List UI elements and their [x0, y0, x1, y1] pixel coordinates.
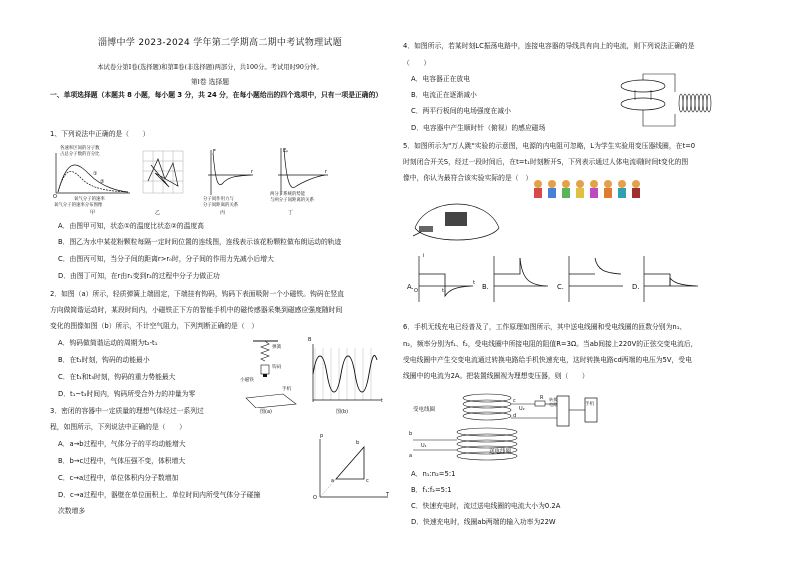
q2-axis-b: B [308, 337, 312, 343]
q4-paren: （ ） [403, 59, 431, 67]
q2-cap-b: 图(b) [336, 409, 349, 415]
svg-text:Eₚ: Eₚ [283, 148, 289, 154]
q6-option-c: C．快速充电时，流过送电线圈的电流大小为0.2A [411, 502, 561, 510]
q6-option-b: B．f₁:f₂=5:1 [411, 486, 452, 494]
q3-axis-T: T [386, 492, 390, 498]
jia-caption-2: 氧气分子的速率分布图像 [54, 203, 103, 208]
q2-option-a: A．钩码做简谐运动的周期为t₂-t₁ [58, 339, 158, 347]
exam-title: 淄博中学 2023-2024 学年第二学期高二期中考试物理试题 [97, 38, 343, 48]
q6-conv-label: 转换电路 [549, 397, 558, 407]
yi-sub: 乙 [155, 210, 161, 216]
q6-option-d: D．快速充电时，线圈ab两端的输入功率为22W [411, 518, 556, 526]
q5-stem-2: 时刻闭合开关S，经过一段时间后，在t=t₁时刻断开S，下列表示通过人体电流i随时间t变化的图 [403, 158, 689, 166]
q4-option-b: B．电流正在逐渐减小 [411, 91, 477, 99]
q2-magnet-label: 小磁铁 [240, 378, 254, 383]
q3-stem-1: 3．密闭的容器中一定质量的理想气体经过一系列过 [50, 407, 204, 415]
q6-c-label: c [513, 398, 516, 404]
ding-sub: 丁 [288, 210, 294, 216]
q3-option-b: B．b→c过程中，气体压强不变，体积增大 [58, 457, 186, 465]
q6-recv-label: 受电线圈 [413, 407, 436, 413]
q3-option-a: A．a→b过程中，气体分子的平均动能增大 [58, 440, 186, 448]
q1-option-a: A．由图甲可知，状态①的温度比状态②的温度高 [58, 222, 204, 230]
part-heading: 第Ⅰ卷 选择题 [190, 78, 230, 86]
bing-sub: 丙 [220, 210, 226, 216]
q3-axis-p: p [320, 433, 324, 439]
q2-spring-label: 弹簧 [272, 345, 282, 350]
q5-graph-b [494, 256, 548, 302]
jia-sub: 甲 [90, 210, 96, 216]
q6-U2-label: U₂ [519, 406, 525, 412]
q5-stem-1: 5．如图所示为"万人跳"实验的示意图，电源的内电阻可忽略，L为学生实验用变压器线圈，在t=0 [403, 142, 696, 150]
jia-title-1: 各速率区间的分子数 [60, 146, 100, 151]
q6-a-label: a [409, 453, 413, 459]
q5-graph-a [419, 256, 476, 302]
q6-R-label: R [540, 395, 544, 401]
q3-point-c: c [366, 478, 369, 484]
jia-caption-1: 氧气分子的速率 [74, 197, 105, 202]
svg-text:O: O [53, 194, 57, 200]
fig-ding [278, 148, 328, 195]
q5-answer-graphs [405, 252, 705, 307]
q2-hook-label: 钩码 [272, 365, 282, 370]
section-heading: 一、单项选择题（本题共 8 小题，每小题 3 分，共 24 分，在每小题给出的四个选项中，只有一项是正确的） [50, 91, 383, 99]
bing-caption-1: 分子间作用力与 [203, 197, 234, 202]
q5-circuit-figure [407, 188, 507, 248]
q5-graph-c [569, 256, 623, 302]
q5-axis-i: i [423, 253, 425, 259]
q5-label-c: C. [557, 283, 564, 291]
q2-stem-3: 变化的图像如图（b）所示，不计空气阻力，下列判断正确的是（ ） [50, 322, 259, 330]
q3-point-a: a [331, 478, 335, 484]
svg-text:r: r [251, 169, 254, 175]
jia-title-2: 占总分子数的百分比 [60, 152, 100, 157]
q5-label-d: D. [632, 283, 640, 291]
q6-d-label: d [513, 413, 517, 419]
q6-U1-label: U₁ [421, 443, 427, 449]
q5-label-b: B. [482, 283, 489, 291]
q2-option-b: B．在t₁时刻，钩码的动能最小 [58, 356, 150, 364]
right-column [397, 0, 794, 562]
svg-text:②: ② [100, 179, 105, 185]
q6-option-a: A．n₁:n₂=5:1 [411, 470, 456, 478]
q3-fig [312, 435, 392, 505]
q4-lc-figure [615, 70, 720, 136]
q6-phone-label: 手机 [585, 402, 595, 407]
q6-b-label: b [409, 431, 413, 437]
q5-origin: O [414, 288, 418, 294]
q4-option-d: D．电容器中产生顺时针（俯视）的感应磁场 [411, 124, 546, 132]
exam-info: 本试卷分第Ⅰ卷(选择题)和第Ⅱ卷(非选择题)两部分，共100分。考试用时90分钟。 [97, 64, 323, 71]
svg-text:①: ① [93, 171, 98, 177]
q3-stem-2: 程，如图所示，下列说法中正确的是（ ） [50, 423, 186, 431]
q5-people-image [530, 176, 650, 204]
q2-fig-b [305, 340, 385, 410]
fig-jia [53, 153, 130, 200]
q2-cap-a: 图(a) [260, 409, 272, 415]
q2-option-d: D．t₁~t₃时间内，钩码所受合外力的冲量为零 [58, 390, 196, 398]
q2-axis-t: t [381, 398, 383, 404]
svg-text:F: F [213, 149, 216, 155]
fig-yi [143, 151, 183, 193]
q6-wireless-figure [407, 388, 627, 468]
q3-option-d-cont: 次数增多 [58, 507, 86, 515]
q2-stem-2: 方向做简谐运动时，某段时间内，小磁铁正下方的智能手机中的磁传感器采集到磁感应强度随时间 [50, 306, 343, 314]
q3-option-d: D．c→a过程中，器壁在单位面积上、单位时间内所受气体分子碰撞 [58, 491, 261, 499]
ding-caption-1: 两分子系统的势能 [270, 192, 306, 197]
q1-option-d: D．由图丁可知，在r由r₁变到r₂的过程中分子力做正功 [58, 272, 220, 280]
q4-stem: 4．如图所示，若某时刻LC振荡电路中，连接电容器的导线具有向上的电流，则下列说法正确的是 [403, 42, 695, 50]
q1-option-b: B．图乙为水中某花粉颗粒每隔一定时间位置的连线图，连线表示该花粉颗粒做布朗运动的轨迹 [58, 238, 342, 246]
q6-send-label: 送电线圈 [489, 449, 512, 455]
q4-option-a: A．电容器正在放电 [411, 75, 471, 83]
q6-stem-3: 受电线圈中产生交变电流通过转换电路给手机快速充电，这时转换电路cd两端的电压为5V，受电 [403, 356, 692, 364]
q3-point-b: b [356, 440, 360, 446]
q5-graph-d [644, 256, 698, 302]
q2-stem-1: 2．如图（a）所示，轻质弹簧上端固定，下端挂有钩码，钩码下表面吸附一个小磁铁。钩码在竖直 [50, 290, 344, 298]
q1-option-c: C．由图丙可知，当分子间的距离r>r₀时，分子间的作用力先减小后增大 [58, 255, 274, 263]
ding-caption-2: 与两分子间距离的关系 [270, 198, 314, 203]
q3-origin: O [313, 495, 317, 501]
q5-label-a: A. [407, 283, 414, 291]
bing-caption-2: 分子间距离的关系 [203, 203, 239, 208]
q5-t1: t₁ [442, 288, 446, 294]
q5-axis-t: t [473, 280, 476, 286]
q1-stem: 1、下列说法中正确的是（ ） [50, 130, 150, 138]
q2-option-c: C．在t₁和t₃时刻，钩码的重力势能最大 [58, 373, 176, 381]
svg-text:r: r [325, 169, 328, 175]
q6-stem-1: 6．手机无线充电已经普及了，工作原理如图所示，其中送电线圈和受电线圈的匝数分别为n₁、 [403, 323, 687, 331]
q2-phone-label: 手机 [282, 387, 292, 392]
q6-stem-4: 线圈中的电流为2A。把装置线圈视为理想变压器，则（ ） [403, 372, 589, 380]
fig-bing [208, 149, 254, 195]
q6-stem-2: n₂，频率分别为f₁、f₂，受电线圈中所接电阻的阻值R=3Ω。当ab间接上220V的正弦交变电流后， [403, 340, 698, 348]
q4-option-c: C．两平行板间的电场强度在减小 [411, 107, 511, 115]
q3-option-c: C．c→a过程中，单位体积内分子数增加 [58, 474, 179, 482]
q5-stem-3: 像中，你认为最符合该实验实际的是（ ） [403, 174, 533, 182]
